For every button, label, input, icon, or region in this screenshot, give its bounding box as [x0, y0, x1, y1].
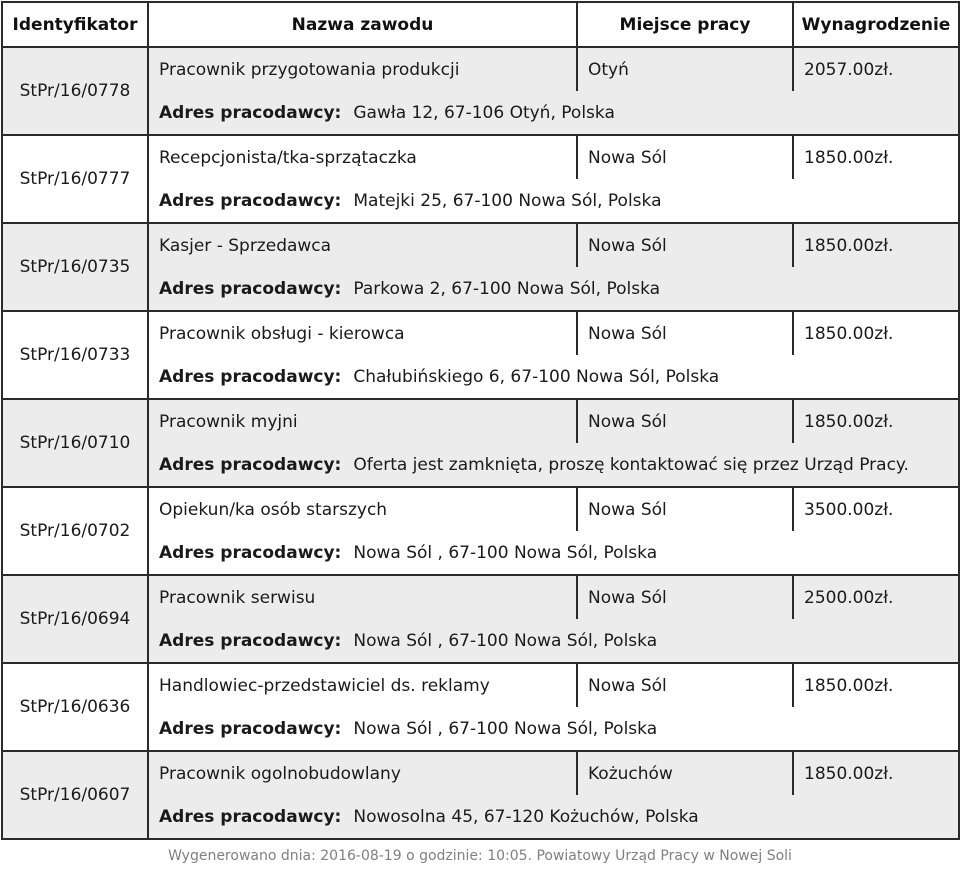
address-label: Adres pracodawcy: [159, 190, 342, 211]
offer-salary: 1850.00zł. [793, 135, 959, 179]
offer-job-name: Handlowiec-przedstawiciel ds. reklamy [148, 663, 577, 707]
offer-job-name: Pracownik obsługi - kierowca [148, 311, 577, 355]
header-place: Miejsce pracy [577, 2, 793, 47]
offer-id: StPr/16/0733 [2, 311, 148, 399]
offer-id: StPr/16/0702 [2, 487, 148, 575]
offer-address [148, 91, 959, 135]
footer-note: Wygenerowano dnia: 2016-08-19 o godzinie: 10:05. Powiatowy Urząd Pracy w Nowej Soli [168, 848, 792, 864]
offer-place: Nowa Sól [577, 135, 793, 179]
offer-row [2, 663, 959, 751]
offer-place: Nowa Sól [577, 223, 793, 267]
address-label: Adres pracodawcy: [159, 102, 342, 123]
address-value: Nowa Sól , 67-100 Nowa Sól, Polska [353, 542, 658, 563]
offer-place: Otyń [577, 47, 793, 91]
offer-salary: 1850.00zł. [793, 751, 959, 795]
offer-job-name: Pracownik przygotowania produkcji [148, 47, 577, 91]
offer-id: StPr/16/0636 [2, 663, 148, 751]
header-row [2, 2, 959, 47]
offer-job-name: Pracownik myjni [148, 399, 577, 443]
offer-salary: 1850.00zł. [793, 663, 959, 707]
offer-row [2, 135, 959, 223]
job-offers-table [1, 1, 960, 840]
address-label: Adres pracodawcy: [159, 806, 342, 827]
address-value: Matejki 25, 67-100 Nowa Sól, Polska [353, 190, 662, 211]
address-value: Nowa Sól , 67-100 Nowa Sól, Polska [353, 630, 658, 651]
offer-place: Nowa Sól [577, 663, 793, 707]
address-label: Adres pracodawcy: [159, 630, 342, 651]
offer-id: StPr/16/0710 [2, 399, 148, 487]
offer-job-name: Opiekun/ka osób starszych [148, 487, 577, 531]
offer-place: Nowa Sól [577, 311, 793, 355]
offer-salary: 2057.00zł. [793, 47, 959, 91]
offer-id: StPr/16/0694 [2, 575, 148, 663]
offer-row [2, 47, 959, 135]
offer-place: Kożuchów [577, 751, 793, 795]
offer-salary: 2500.00zł. [793, 575, 959, 619]
header-job: Nazwa zawodu [148, 2, 577, 47]
offer-row [2, 487, 959, 575]
address-value: Chałubińskiego 6, 67-100 Nowa Sól, Polska [353, 366, 720, 387]
offer-address [148, 179, 959, 223]
offer-job-name: Kasjer - Sprzedawca [148, 223, 577, 267]
header-salary: Wynagrodzenie [793, 2, 959, 47]
offer-address [148, 355, 959, 399]
offer-address [148, 531, 959, 575]
offer-job-name: Pracownik serwisu [148, 575, 577, 619]
address-value: Gawła 12, 67-106 Otyń, Polska [353, 102, 615, 123]
offer-row [2, 575, 959, 663]
offer-row [2, 399, 959, 487]
offer-row [2, 751, 959, 839]
address-label: Adres pracodawcy: [159, 718, 342, 739]
offer-id: StPr/16/0777 [2, 135, 148, 223]
address-value: Nowosolna 45, 67-120 Kożuchów, Polska [353, 806, 699, 827]
offer-place: Nowa Sól [577, 575, 793, 619]
offer-id: StPr/16/0778 [2, 47, 148, 135]
address-value: Nowa Sól , 67-100 Nowa Sól, Polska [353, 718, 658, 739]
address-value: Oferta jest zamknięta, proszę kontaktować się przez Urząd Pracy. [353, 454, 909, 475]
address-label: Adres pracodawcy: [159, 366, 342, 387]
address-label: Adres pracodawcy: [159, 542, 342, 563]
offer-job-name: Pracownik ogolnobudowlany [148, 751, 577, 795]
offer-id: StPr/16/0735 [2, 223, 148, 311]
offer-salary: 1850.00zł. [793, 311, 959, 355]
offer-address [148, 267, 959, 311]
offer-salary: 1850.00zł. [793, 223, 959, 267]
offer-salary: 1850.00zł. [793, 399, 959, 443]
offer-row [2, 223, 959, 311]
offer-place: Nowa Sól [577, 399, 793, 443]
header-id: Identyfikator [2, 2, 148, 47]
offer-id: StPr/16/0607 [2, 751, 148, 839]
offer-job-name: Recepcjonista/tka-sprzątaczka [148, 135, 577, 179]
address-label: Adres pracodawcy: [159, 278, 342, 299]
address-label: Adres pracodawcy: [159, 454, 342, 475]
offer-row [2, 311, 959, 399]
offer-address [148, 795, 959, 839]
offer-place: Nowa Sól [577, 487, 793, 531]
offer-address [148, 619, 959, 663]
offer-salary: 3500.00zł. [793, 487, 959, 531]
offer-address [148, 707, 959, 751]
offer-address [148, 443, 959, 487]
address-value: Parkowa 2, 67-100 Nowa Sól, Polska [353, 278, 661, 299]
